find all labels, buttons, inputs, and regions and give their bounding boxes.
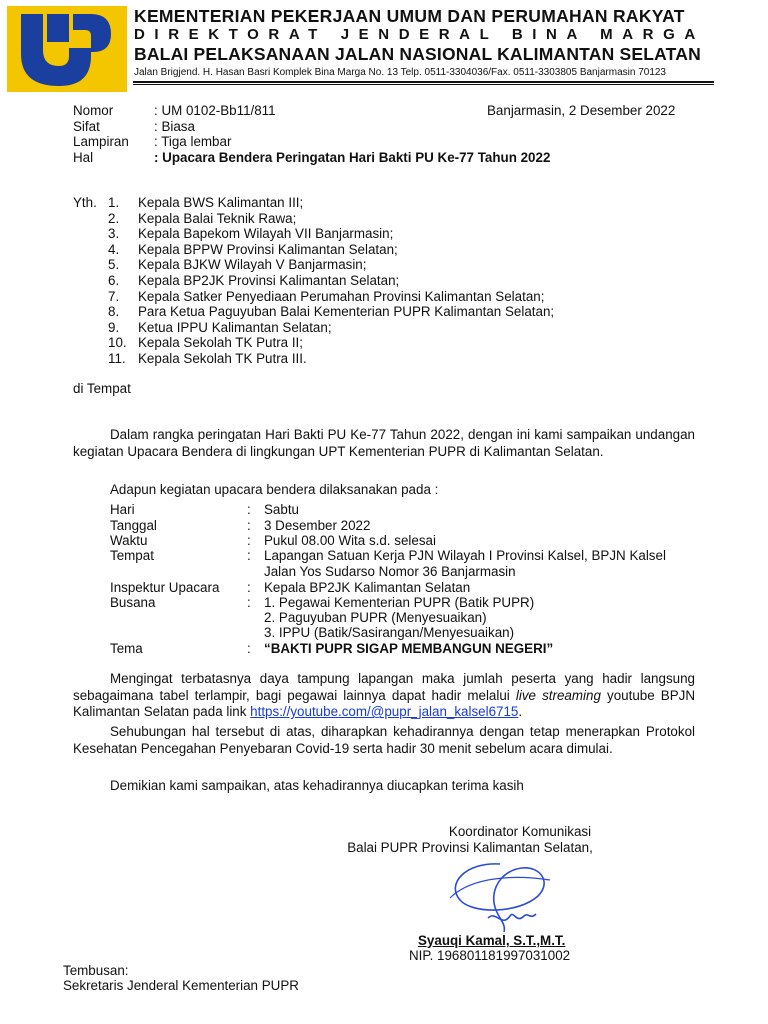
recipient-number: 8. bbox=[108, 304, 120, 320]
busana-value-2: 2. Paguyuban PUPR (Menyesuaikan) bbox=[264, 610, 487, 625]
inspektur-value: Kepala BP2JK Kalimantan Selatan bbox=[264, 580, 471, 595]
tempat-value-line2: Jalan Yos Sudarso Nomor 36 Banjarmasin bbox=[264, 564, 516, 579]
recipient-number: 3. bbox=[108, 226, 120, 242]
paragraph-health-protocol-text: Sehubungan hal tersebut di atas, diharapkan kehadirannya dengan tetap menerapkan Protokol Kesehatan Pencegahan Penyebaran Covid-19 serta hadir 30 menit sebelum acara dimulai. bbox=[73, 724, 695, 756]
hari-colon: : bbox=[247, 502, 251, 517]
hal-value: : Upacara Bendera Peringatan Hari Bakti PU Ke-77 Tahun 2022 bbox=[154, 150, 551, 165]
tempat-label: Tempat bbox=[110, 548, 154, 563]
office-address: Jalan Brigjend. H. Hasan Basri Komplek Bina Marga No. 13 Telp. 0511-3304036/Fax. 0511-3303805 Banjarmasin 70123 bbox=[134, 67, 666, 78]
sifat-label: Sifat bbox=[73, 119, 100, 134]
busana-colon: : bbox=[247, 595, 251, 610]
live-streaming-term: live streaming bbox=[515, 687, 601, 703]
recipient-number: 7. bbox=[108, 288, 120, 304]
tanggal-value: 3 Desember 2022 bbox=[264, 518, 371, 533]
paragraph-streaming-text-1: Mengingat terbatasnya daya tampung lapangan maka jumlah peserta yang hadir langsung sebagaimana tabel terlampir, bagi pegawai lainnya dapat hadir melalui bbox=[73, 671, 695, 703]
recipient-item: Kepala BPPW Provinsi Kalimantan Selatan; bbox=[138, 241, 398, 257]
recipient-number: 6. bbox=[108, 273, 120, 288]
paragraph-streaming-text-2: youtube BPJN Kalimantan Selatan pada link bbox=[73, 687, 696, 720]
tema-label: Tema bbox=[110, 641, 143, 656]
nomor-value: : UM 0102-Bb11/811 bbox=[154, 103, 276, 118]
tanggal-colon: : bbox=[247, 518, 251, 533]
recipient-item: Kepala BJKW Wilayah V Banjarmasin; bbox=[138, 257, 367, 273]
paragraph-streaming-end: . bbox=[518, 704, 523, 720]
nomor-label: Nomor bbox=[73, 103, 114, 118]
recipient-number: 11. bbox=[108, 351, 126, 366]
tanggal-label: Tanggal bbox=[110, 518, 157, 533]
paragraph-intro-text: Dalam rangka peringatan Hari Bakti PU Ke-77 Tahun 2022, dengan ini kami sampaikan undangan kegiatan Upacara Bendera di lingkungan UPT Kementerian PUPR di Kalimantan Selatan. bbox=[73, 427, 695, 459]
waktu-label: Waktu bbox=[110, 533, 148, 548]
office-heading: BALAI PELAKSANAAN JALAN NASIONAL KALIMANTAN SELATAN bbox=[134, 44, 701, 64]
handwritten-signature bbox=[440, 858, 570, 938]
recipient-item: Kepala Satker Penyediaan Perumahan Provinsi Kalimantan Selatan; bbox=[138, 288, 545, 304]
inspektur-label: Inspektur Upacara bbox=[110, 580, 220, 595]
place-date: Banjarmasin, 2 Desember 2022 bbox=[487, 103, 676, 118]
ministry-heading: KEMENTERIAN PEKERJAAN UMUM DAN PERUMAHAN RAKYAT bbox=[134, 6, 685, 26]
recipient-number: 1. bbox=[108, 195, 120, 210]
recipient-item: Kepala Balai Teknik Rawa; bbox=[138, 210, 297, 226]
tempat-colon: : bbox=[247, 548, 251, 563]
tema-value: “BAKTI PUPR SIGAP MEMBANGUN NEGERI” bbox=[264, 641, 554, 656]
signatory-name: Syauqi Kamal, S.T.,M.T. bbox=[418, 933, 566, 948]
recipients-prefix: Yth. bbox=[73, 195, 97, 210]
hari-label: Hari bbox=[110, 502, 135, 517]
hal-label: Hal bbox=[73, 150, 94, 165]
recipient-number: 4. bbox=[108, 241, 120, 257]
inspektur-colon: : bbox=[247, 580, 251, 595]
paragraph-streaming bbox=[73, 671, 695, 721]
lampiran-value: : Tiga lembar bbox=[154, 134, 232, 149]
letterhead-divider bbox=[133, 81, 714, 83]
directorate-heading: DIREKTORAT JENDERAL BINA MARGA bbox=[134, 26, 705, 43]
waktu-value: Pukul 08.00 Wita s.d. selesai bbox=[264, 533, 436, 548]
cc-item: Sekretaris Jenderal Kementerian PUPR bbox=[63, 978, 299, 993]
hari-value: Sabtu bbox=[264, 502, 299, 517]
recipient-number: 10. bbox=[108, 335, 127, 351]
busana-value-3: 3. IPPU (Batik/Sasirangan/Menyesuaikan) bbox=[264, 625, 515, 640]
recipient-item: Kepala Bapekom Wilayah VII Banjarmasin; bbox=[138, 226, 394, 242]
recipient-number: 9. bbox=[108, 319, 120, 335]
waktu-colon: : bbox=[247, 533, 251, 548]
pupr-logo bbox=[7, 6, 127, 92]
paragraph-schedule-lead: Adapun kegiatan upacara bendera dilaksanakan pada : bbox=[110, 482, 439, 497]
recipient-item: Kepala BWS Kalimantan III; bbox=[138, 195, 304, 210]
signatory-title-1: Koordinator Komunikasi bbox=[448, 824, 592, 839]
signatory-title-2: Balai PUPR Provinsi Kalimantan Selatan, bbox=[347, 840, 593, 855]
busana-value-1: 1. Pegawai Kementerian PUPR (Batik PUPR) bbox=[264, 595, 535, 610]
tempat-value-line1: Lapangan Satuan Kerja PJN Wilayah I Provinsi Kalsel, BPJN Kalsel bbox=[264, 548, 666, 563]
recipient-item: Kepala BP2JK Provinsi Kalimantan Selatan; bbox=[138, 273, 400, 288]
recipient-item: Ketua IPPU Kalimantan Selatan; bbox=[138, 319, 332, 335]
recipient-item: Kepala Sekolah TK Putra III. bbox=[138, 351, 307, 366]
paragraph-intro bbox=[73, 427, 695, 460]
recipient-item: Para Ketua Paguyuban Balai Kementerian PUPR Kalimantan Selatan; bbox=[138, 304, 555, 320]
letterhead-divider-thin bbox=[133, 84, 714, 85]
cc-label: Tembusan: bbox=[63, 963, 129, 978]
sifat-value: : Biasa bbox=[154, 119, 195, 134]
location-line: di Tempat bbox=[73, 381, 131, 396]
lampiran-label: Lampiran bbox=[73, 134, 129, 149]
youtube-link[interactable]: https://youtube.com/@pupr_jalan_kalsel6715 bbox=[250, 704, 519, 720]
recipient-item: Kepala Sekolah TK Putra II; bbox=[138, 335, 304, 351]
signatory-nip: NIP. 196801181997031002 bbox=[409, 948, 571, 963]
paragraph-closing: Demikian kami sampaikan, atas kehadirannya diucapkan terima kasih bbox=[110, 778, 524, 793]
paragraph-health-protocol bbox=[73, 724, 695, 757]
busana-label: Busana bbox=[110, 595, 156, 610]
recipient-number: 2. bbox=[108, 210, 120, 226]
tema-colon: : bbox=[247, 641, 251, 656]
recipient-number: 5. bbox=[108, 257, 120, 273]
